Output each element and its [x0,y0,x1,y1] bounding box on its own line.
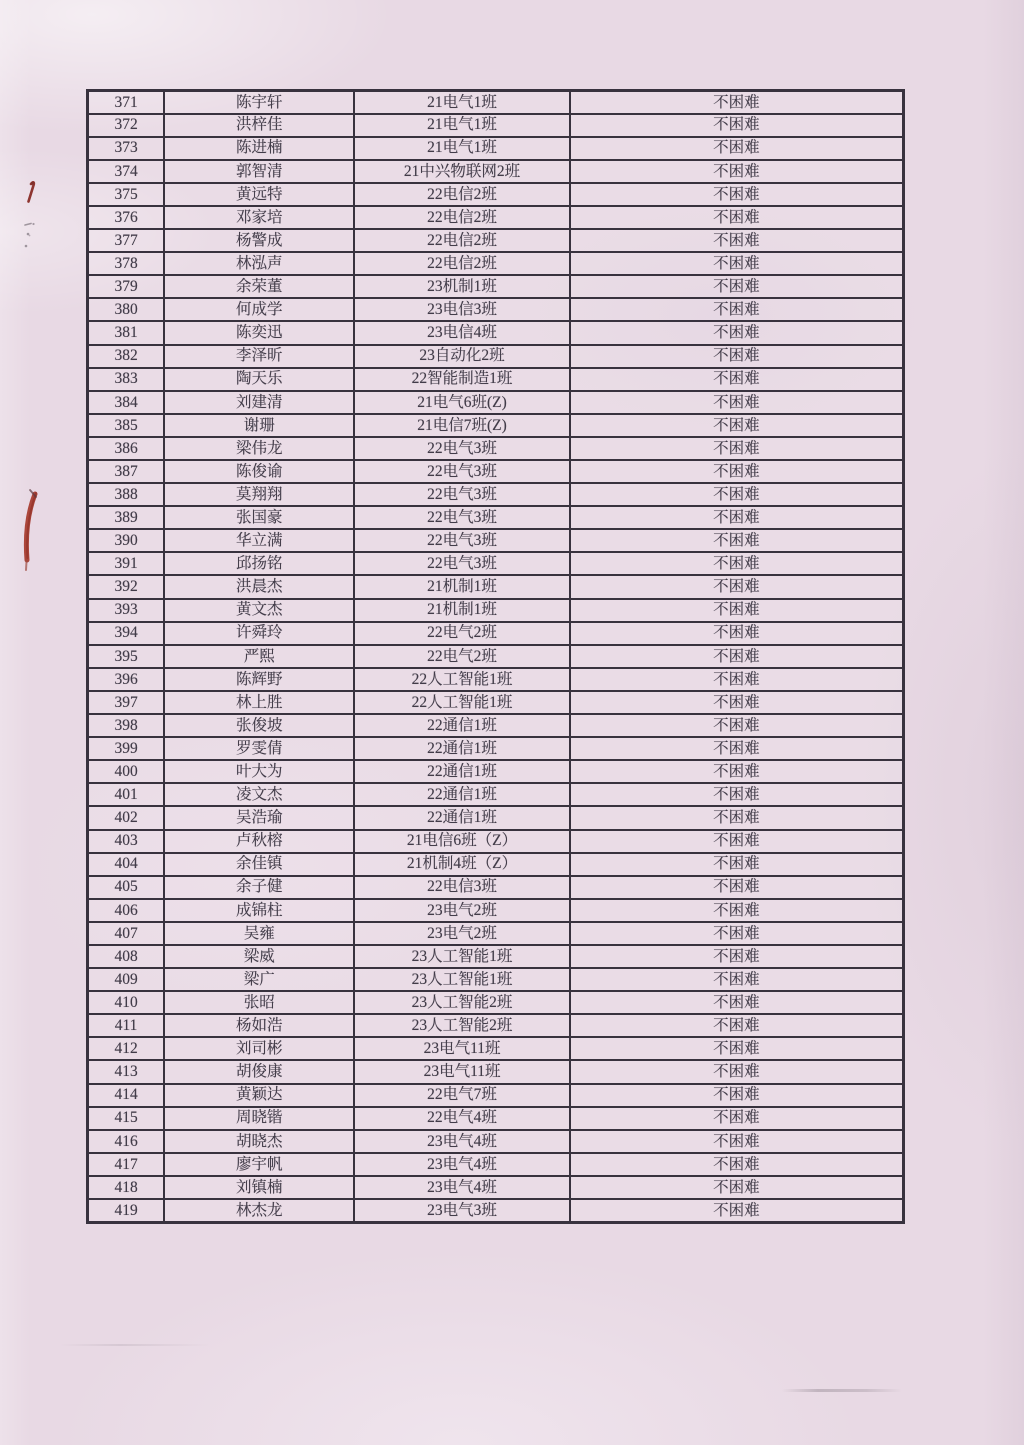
cell-class-name: 22电气7班 [354,1084,569,1107]
cell-student-name: 陈俊谕 [164,460,354,483]
cell-student-name: 邱扬铭 [164,552,354,575]
cell-student-name: 凌文杰 [164,783,354,806]
cell-serial-number: 392 [88,575,165,598]
cell-difficulty-status: 不困难 [570,737,904,760]
cell-class-name: 22电气3班 [354,552,569,575]
cell-serial-number: 385 [88,414,165,437]
table-row [88,599,904,622]
cell-serial-number: 391 [88,552,165,575]
table-row [88,91,904,114]
table-row [88,206,904,229]
cell-student-name: 周晓锴 [164,1107,354,1130]
cell-student-name: 李泽昕 [164,345,354,368]
cell-class-name: 21机制1班 [354,599,569,622]
cell-class-name: 22通信1班 [354,714,569,737]
cell-difficulty-status: 不困难 [570,899,904,922]
cell-serial-number: 381 [88,321,165,344]
cell-serial-number: 403 [88,830,165,853]
cell-class-name: 22人工智能1班 [354,668,569,691]
cell-class-name: 21机制4班（Z） [354,853,569,876]
cell-student-name: 邓家培 [164,206,354,229]
table-row [88,437,904,460]
table-row [88,806,904,829]
cell-class-name: 23电气4班 [354,1176,569,1199]
cell-class-name: 22通信1班 [354,737,569,760]
cell-class-name: 23电信4班 [354,321,569,344]
roster-body [88,91,904,1223]
table-row [88,529,904,552]
table-row [88,830,904,853]
table-row [88,853,904,876]
cell-student-name: 陶天乐 [164,368,354,391]
cell-class-name: 22通信1班 [354,806,569,829]
cell-difficulty-status: 不困难 [570,1060,904,1083]
cell-class-name: 21电气6班(Z) [354,391,569,414]
cell-class-name: 22电气2班 [354,622,569,645]
cell-class-name: 23电气11班 [354,1060,569,1083]
cell-difficulty-status: 不困难 [570,414,904,437]
table-row [88,1130,904,1153]
cell-class-name: 23电气2班 [354,899,569,922]
cell-student-name: 陈奕迅 [164,321,354,344]
cell-serial-number: 379 [88,275,165,298]
cell-serial-number: 388 [88,483,165,506]
cell-class-name: 21电气1班 [354,91,569,114]
cell-class-name: 21机制1班 [354,575,569,598]
cell-class-name: 22电信2班 [354,183,569,206]
cell-difficulty-status: 不困难 [570,830,904,853]
cell-difficulty-status: 不困难 [570,783,904,806]
cell-student-name: 胡俊康 [164,1060,354,1083]
cell-class-name: 23电气4班 [354,1153,569,1176]
cell-serial-number: 412 [88,1037,165,1060]
cell-student-name: 卢秋榕 [164,830,354,853]
cell-class-name: 22电气3班 [354,529,569,552]
cell-class-name: 22人工智能1班 [354,691,569,714]
cell-difficulty-status: 不困难 [570,506,904,529]
table-row [88,1060,904,1083]
cell-difficulty-status: 不困难 [570,437,904,460]
cell-difficulty-status: 不困难 [570,1107,904,1130]
cell-serial-number: 397 [88,691,165,714]
cell-student-name: 严熙 [164,645,354,668]
table-row [88,345,904,368]
table-row [88,460,904,483]
table-row [88,552,904,575]
cell-serial-number: 378 [88,252,165,275]
cell-student-name: 刘建清 [164,391,354,414]
cell-student-name: 吴浩瑜 [164,806,354,829]
cell-difficulty-status: 不困难 [570,1199,904,1222]
table-row [88,737,904,760]
cell-student-name: 叶大为 [164,760,354,783]
cell-difficulty-status: 不困难 [570,1084,904,1107]
cell-serial-number: 376 [88,206,165,229]
table-row [88,968,904,991]
cell-class-name: 23机制1班 [354,275,569,298]
cell-class-name: 23自动化2班 [354,345,569,368]
cell-serial-number: 406 [88,899,165,922]
table-row [88,321,904,344]
table-row [88,668,904,691]
cell-serial-number: 418 [88,1176,165,1199]
table-row [88,760,904,783]
cell-serial-number: 389 [88,506,165,529]
cell-serial-number: 395 [88,645,165,668]
cell-difficulty-status: 不困难 [570,760,904,783]
cell-serial-number: 410 [88,991,165,1014]
table-row [88,275,904,298]
cell-serial-number: 382 [88,345,165,368]
cell-serial-number: 398 [88,714,165,737]
cell-class-name: 22智能制造1班 [354,368,569,391]
cell-student-name: 林杰龙 [164,1199,354,1222]
cell-class-name: 21电信6班（Z） [354,830,569,853]
cell-serial-number: 384 [88,391,165,414]
table-row [88,1037,904,1060]
cell-class-name: 22电气3班 [354,483,569,506]
cell-difficulty-status: 不困难 [570,599,904,622]
cell-class-name: 22通信1班 [354,760,569,783]
cell-difficulty-status: 不困难 [570,1037,904,1060]
cell-difficulty-status: 不困难 [570,483,904,506]
cell-difficulty-status: 不困难 [570,1176,904,1199]
cell-difficulty-status: 不困难 [570,114,904,137]
cell-serial-number: 396 [88,668,165,691]
cell-student-name: 吴雍 [164,922,354,945]
table-row [88,229,904,252]
cell-student-name: 杨如浩 [164,1014,354,1037]
cell-serial-number: 400 [88,760,165,783]
table-row [88,1176,904,1199]
cell-difficulty-status: 不困难 [570,1153,904,1176]
cell-student-name: 余荣董 [164,275,354,298]
table-row [88,876,904,899]
cell-student-name: 罗雯倩 [164,737,354,760]
cell-student-name: 何成学 [164,298,354,321]
table-row [88,183,904,206]
cell-student-name: 黄文杰 [164,599,354,622]
table-row [88,899,904,922]
cell-difficulty-status: 不困难 [570,321,904,344]
table-row [88,783,904,806]
scan-streak-artifact [782,1389,902,1392]
cell-serial-number: 409 [88,968,165,991]
cell-class-name: 22电气3班 [354,506,569,529]
cell-difficulty-status: 不困难 [570,552,904,575]
cell-class-name: 23人工智能1班 [354,945,569,968]
table-row [88,114,904,137]
cell-student-name: 谢珊 [164,414,354,437]
cell-student-name: 张国豪 [164,506,354,529]
cell-difficulty-status: 不困难 [570,968,904,991]
cell-serial-number: 371 [88,91,165,114]
cell-difficulty-status: 不困难 [570,1130,904,1153]
table-row [88,391,904,414]
cell-serial-number: 402 [88,806,165,829]
cell-class-name: 22电气3班 [354,437,569,460]
cell-serial-number: 373 [88,137,165,160]
cell-difficulty-status: 不困难 [570,668,904,691]
cell-difficulty-status: 不困难 [570,137,904,160]
table-row [88,137,904,160]
scan-streak-artifact [60,1344,210,1346]
pen-dots-icon [18,216,42,256]
cell-class-name: 22电信2班 [354,206,569,229]
table-row [88,252,904,275]
table-row [88,1153,904,1176]
cell-student-name: 许舜玲 [164,622,354,645]
cell-serial-number: 414 [88,1084,165,1107]
cell-difficulty-status: 不困难 [570,345,904,368]
table-row [88,714,904,737]
cell-class-name: 22电气4班 [354,1107,569,1130]
cell-serial-number: 383 [88,368,165,391]
cell-student-name: 陈辉野 [164,668,354,691]
cell-class-name: 23电气3班 [354,1199,569,1222]
cell-student-name: 黄颖达 [164,1084,354,1107]
table-row [88,1199,904,1222]
cell-student-name: 余子健 [164,876,354,899]
cell-difficulty-status: 不困难 [570,183,904,206]
cell-student-name: 陈宇轩 [164,91,354,114]
cell-difficulty-status: 不困难 [570,298,904,321]
cell-serial-number: 387 [88,460,165,483]
cell-class-name: 21电气1班 [354,114,569,137]
cell-difficulty-status: 不困难 [570,922,904,945]
table-row [88,414,904,437]
table-row [88,298,904,321]
cell-difficulty-status: 不困难 [570,275,904,298]
cell-student-name: 杨警成 [164,229,354,252]
cell-student-name: 林泓声 [164,252,354,275]
cell-class-name: 22电气3班 [354,460,569,483]
cell-student-name: 梁伟龙 [164,437,354,460]
cell-serial-number: 417 [88,1153,165,1176]
cell-difficulty-status: 不困难 [570,229,904,252]
cell-difficulty-status: 不困难 [570,991,904,1014]
cell-student-name: 洪梓佳 [164,114,354,137]
cell-student-name: 成锦柱 [164,899,354,922]
cell-serial-number: 413 [88,1060,165,1083]
cell-student-name: 陈进楠 [164,137,354,160]
table-row [88,1107,904,1130]
cell-difficulty-status: 不困难 [570,806,904,829]
cell-class-name: 23电气2班 [354,922,569,945]
cell-serial-number: 405 [88,876,165,899]
cell-serial-number: 386 [88,437,165,460]
cell-student-name: 张俊坡 [164,714,354,737]
cell-serial-number: 416 [88,1130,165,1153]
cell-difficulty-status: 不困难 [570,714,904,737]
cell-serial-number: 394 [88,622,165,645]
cell-difficulty-status: 不困难 [570,945,904,968]
cell-difficulty-status: 不困难 [570,160,904,183]
cell-class-name: 22电信3班 [354,876,569,899]
cell-student-name: 郭智清 [164,160,354,183]
cell-class-name: 22电信2班 [354,229,569,252]
cell-difficulty-status: 不困难 [570,575,904,598]
table-row [88,922,904,945]
table-row [88,1014,904,1037]
cell-student-name: 胡晓杰 [164,1130,354,1153]
cell-class-name: 22通信1班 [354,783,569,806]
cell-class-name: 23电气11班 [354,1037,569,1060]
cell-serial-number: 401 [88,783,165,806]
cell-serial-number: 380 [88,298,165,321]
cell-class-name: 22电气2班 [354,645,569,668]
cell-student-name: 梁威 [164,945,354,968]
table-row [88,160,904,183]
cell-student-name: 黄远特 [164,183,354,206]
cell-student-name: 林上胜 [164,691,354,714]
table-row [88,1084,904,1107]
cell-serial-number: 393 [88,599,165,622]
table-row [88,691,904,714]
cell-student-name: 刘镇楠 [164,1176,354,1199]
cell-student-name: 刘司彬 [164,1037,354,1060]
cell-serial-number: 375 [88,183,165,206]
table-row [88,368,904,391]
cell-serial-number: 408 [88,945,165,968]
table-row [88,622,904,645]
red-pen-stroke-icon [14,484,48,576]
cell-difficulty-status: 不困难 [570,691,904,714]
table-row [88,945,904,968]
cell-serial-number: 415 [88,1107,165,1130]
cell-class-name: 23人工智能1班 [354,968,569,991]
cell-difficulty-status: 不困难 [570,853,904,876]
cell-class-name: 22电信2班 [354,252,569,275]
table-row [88,506,904,529]
table-row [88,483,904,506]
table-row [88,645,904,668]
cell-serial-number: 419 [88,1199,165,1222]
table-row [88,991,904,1014]
cell-difficulty-status: 不困难 [570,645,904,668]
cell-class-name: 21电气1班 [354,137,569,160]
cell-student-name: 梁广 [164,968,354,991]
cell-class-name: 23人工智能2班 [354,1014,569,1037]
cell-difficulty-status: 不困难 [570,206,904,229]
cell-class-name: 23电气4班 [354,1130,569,1153]
cell-class-name: 21中兴物联网2班 [354,160,569,183]
cell-difficulty-status: 不困难 [570,252,904,275]
cell-difficulty-status: 不困难 [570,876,904,899]
cell-difficulty-status: 不困难 [570,1014,904,1037]
cell-serial-number: 407 [88,922,165,945]
cell-difficulty-status: 不困难 [570,91,904,114]
cell-difficulty-status: 不困难 [570,622,904,645]
cell-student-name: 廖宇帆 [164,1153,354,1176]
cell-serial-number: 390 [88,529,165,552]
cell-difficulty-status: 不困难 [570,529,904,552]
cell-difficulty-status: 不困难 [570,460,904,483]
cell-class-name: 21电信7班(Z) [354,414,569,437]
red-pen-tick-icon [18,176,44,212]
cell-serial-number: 411 [88,1014,165,1037]
cell-serial-number: 377 [88,229,165,252]
cell-serial-number: 374 [88,160,165,183]
cell-student-name: 余佳镇 [164,853,354,876]
student-roster-table [86,89,905,1224]
cell-student-name: 洪晨杰 [164,575,354,598]
cell-difficulty-status: 不困难 [570,391,904,414]
table-row [88,575,904,598]
cell-student-name: 莫翔翔 [164,483,354,506]
cell-serial-number: 399 [88,737,165,760]
cell-difficulty-status: 不困难 [570,368,904,391]
cell-student-name: 张昭 [164,991,354,1014]
cell-serial-number: 404 [88,853,165,876]
cell-serial-number: 372 [88,114,165,137]
cell-class-name: 23人工智能2班 [354,991,569,1014]
cell-student-name: 华立满 [164,529,354,552]
cell-class-name: 23电信3班 [354,298,569,321]
